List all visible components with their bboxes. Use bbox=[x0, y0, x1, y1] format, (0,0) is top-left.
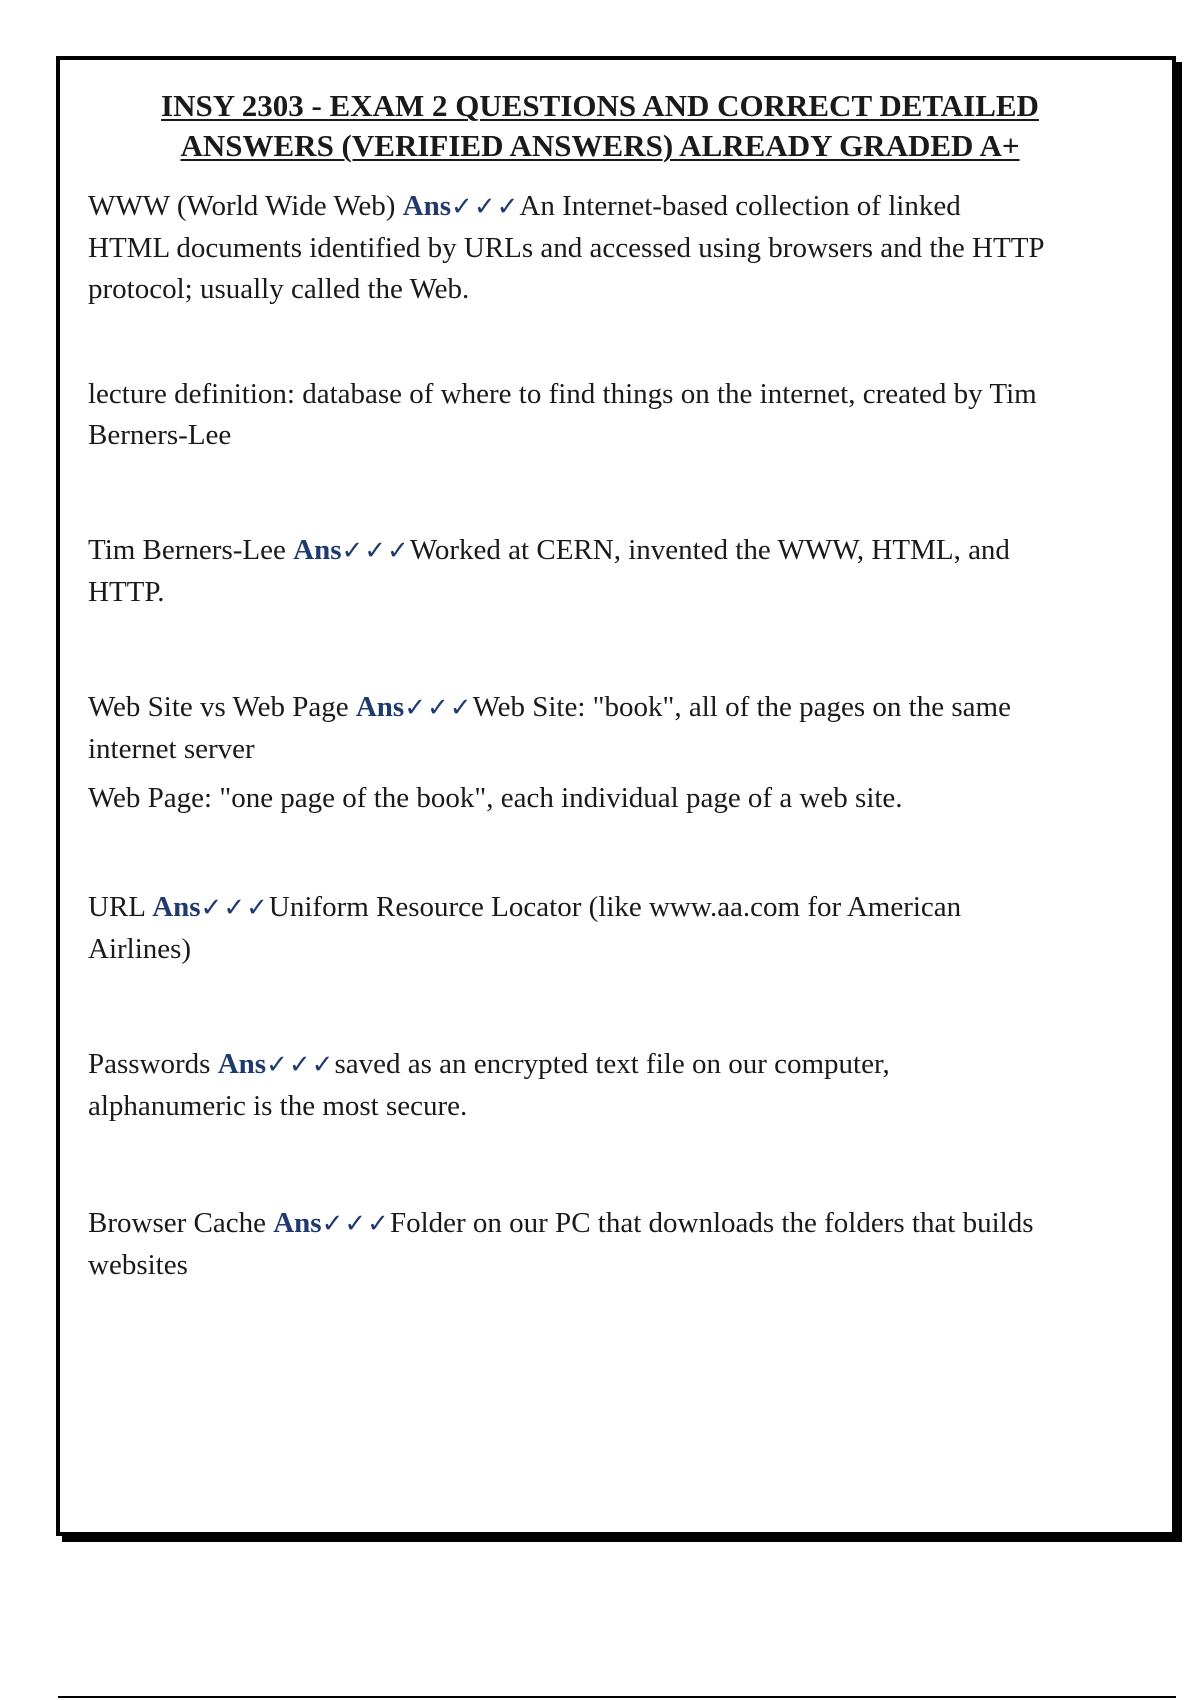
qa-entry-www bbox=[88, 186, 1048, 310]
qa-entry-passwords bbox=[88, 1044, 1048, 1127]
question-term: URL bbox=[88, 891, 153, 923]
question-term: WWW (World Wide Web) bbox=[88, 190, 403, 222]
answer-text: Web Site: "book", all of the pages on the same internet server bbox=[88, 691, 1011, 765]
ans-marker: Ans bbox=[355, 691, 405, 723]
ans-marker: Ans bbox=[402, 190, 452, 222]
checkmark-icon: ✓✓✓ bbox=[451, 192, 520, 222]
title-line-2: ANSWERS (VERIFIED ANSWERS) ALREADY GRADED A+ bbox=[180, 128, 1020, 163]
question-term: Passwords bbox=[88, 1048, 218, 1080]
checkmark-icon: ✓✓✓ bbox=[266, 1050, 335, 1080]
qa-list bbox=[88, 186, 1048, 1296]
question-term: Web Site vs Web Page bbox=[88, 691, 356, 723]
checkmark-icon: ✓✓✓ bbox=[404, 693, 473, 723]
answer-extra-text: Web Page: "one page of the book", each individual page of a web site. bbox=[88, 782, 903, 814]
document-title bbox=[86, 86, 1114, 166]
answer-text: saved as an encrypted text file on our computer, alphanumeric is the most secure. bbox=[88, 1048, 890, 1122]
question-term: Browser Cache bbox=[88, 1207, 274, 1239]
ans-marker: Ans bbox=[293, 534, 342, 566]
footer-divider bbox=[58, 1696, 1176, 1698]
qa-entry-url bbox=[88, 887, 1048, 970]
ans-marker: Ans bbox=[217, 1048, 267, 1080]
qa-text bbox=[88, 687, 1048, 770]
qa-text bbox=[88, 530, 1048, 613]
qa-entry-lecture-note bbox=[88, 374, 1048, 456]
ans-marker: Ans bbox=[152, 891, 201, 923]
checkmark-icon: ✓✓✓ bbox=[321, 1209, 390, 1239]
qa-text bbox=[88, 887, 1048, 970]
qa-entry-web-site-vs-web-page bbox=[88, 687, 1048, 819]
checkmark-icon: ✓✓✓ bbox=[200, 893, 269, 923]
qa-entry-browser-cache bbox=[88, 1203, 1048, 1286]
answer-text: Worked at CERN, invented the WWW, HTML, and HTTP. bbox=[88, 534, 1010, 608]
answer-text: Uniform Resource Locator (like www.aa.com for American Airlines) bbox=[88, 891, 962, 965]
qa-entry-tim-berners-lee bbox=[88, 530, 1048, 613]
qa-text bbox=[88, 1203, 1048, 1286]
ans-marker: Ans bbox=[273, 1207, 322, 1239]
question-term: Tim Berners-Lee bbox=[88, 534, 294, 566]
qa-text bbox=[88, 1044, 1048, 1127]
checkmark-icon: ✓✓✓ bbox=[341, 536, 410, 566]
answer-text: Folder on our PC that downloads the folders that builds websites bbox=[88, 1207, 1034, 1281]
note-text: lecture definition: database of where to find things on the internet, created by Tim Berners-Lee bbox=[88, 378, 1037, 451]
title-line-1: INSY 2303 - EXAM 2 QUESTIONS AND CORRECT DETAILED bbox=[161, 88, 1039, 123]
qa-text bbox=[88, 186, 1048, 310]
answer-text: An Internet-based collection of linked HTML documents identified by URLs and accessed using browsers and the HTTP protocol; usually called the Web. bbox=[88, 190, 1044, 305]
